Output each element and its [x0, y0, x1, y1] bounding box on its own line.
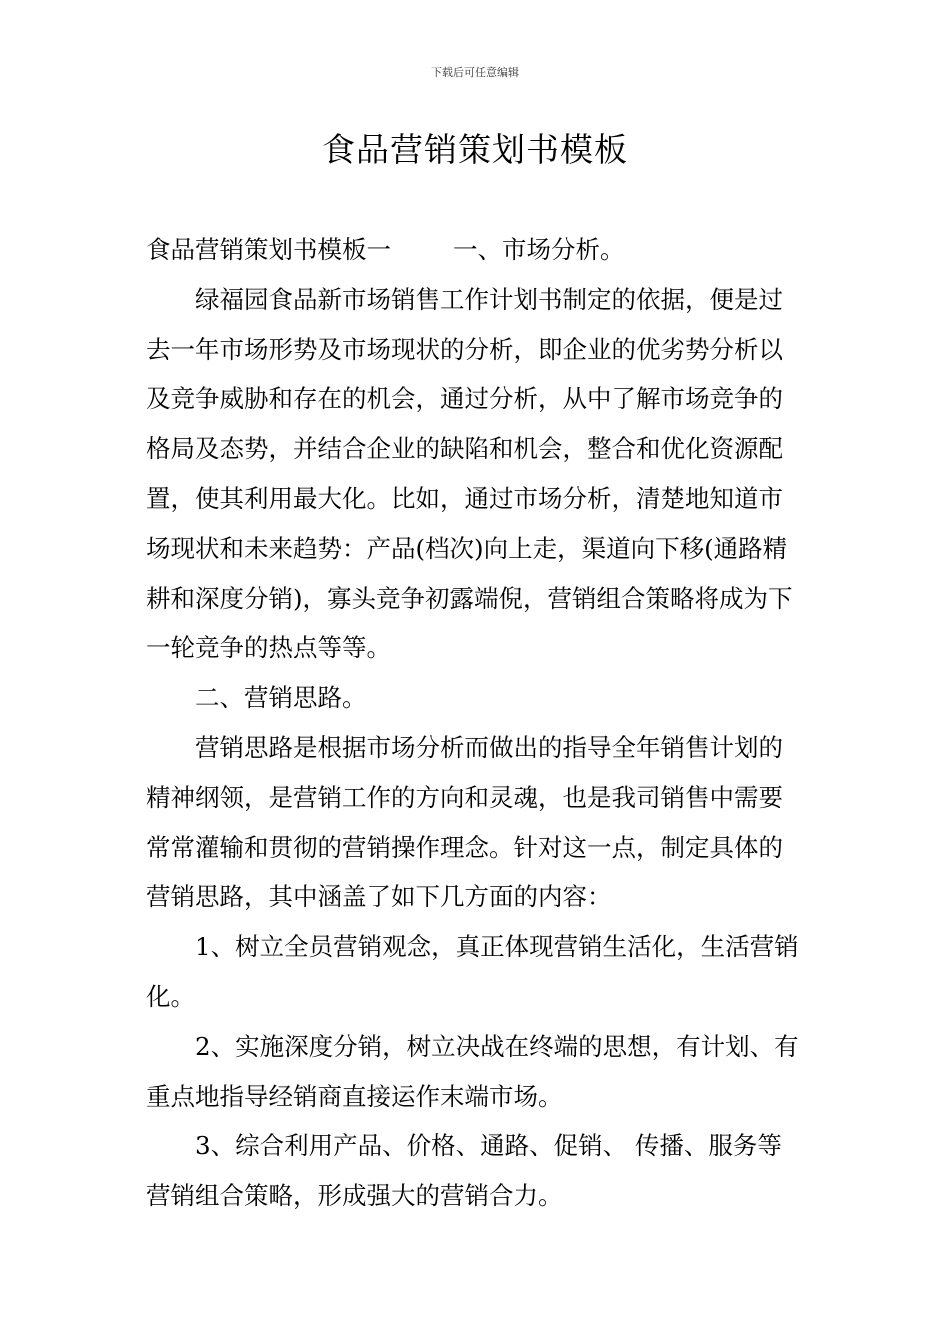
section-heading-marketing-ideas: 二、营销思路。	[195, 683, 367, 713]
first-line	[146, 225, 806, 275]
document-body	[146, 225, 806, 1221]
paragraph-marketing-ideas: 营销思路是根据市场分析而做出的指导全年销售计划的精神纲领，是营销工作的方向和灵魂，也是我司销售中需要常常灌输和贯彻的营销操作理念。针对这一点，制定具体的营销思路，其中涵盖了如下几方面的内容：	[146, 732, 783, 912]
template-label: 食品营销策划书模板一	[146, 235, 391, 264]
list-item-3: 3、综合利用产品、价格、通路、促销、 传播、服务等营销组合策略，形成强大的营销合力。	[146, 1131, 782, 1211]
list-item-1: 1、树立全员营销观念，真正体现营销生活化，生活营销化。	[146, 932, 799, 1011]
section-heading-market-analysis: 一、市场分析。	[453, 235, 625, 264]
header-note: 下载后可任意编辑	[431, 66, 519, 79]
paragraph-market-analysis: 绿福园食品新市场销售工作计划书制定的依据，便是过去一年市场形势及市场现状的分析，即企业的优劣势分析以及竞争威胁和存在的机会，通过分析，从中了解市场竞争的格局及态势，并结合企业的缺陷和机会，整合和优化资源配置，使其利用最大化。比如，通过市场分析，清楚地知道市场现状和未来趋势：产品(档次)向上走，渠道向下移(通路精耕和深度分销)，寡头竞争初露端倪，营销组合策略将成为下一轮竞争的热点等等。	[146, 284, 793, 663]
document-title: 食品营销策划书模板	[322, 130, 628, 169]
list-item-2: 2、实施深度分销，树立决战在终端的思想，有计划、有重点地指导经销商直接运作末端市场。	[146, 1031, 799, 1111]
